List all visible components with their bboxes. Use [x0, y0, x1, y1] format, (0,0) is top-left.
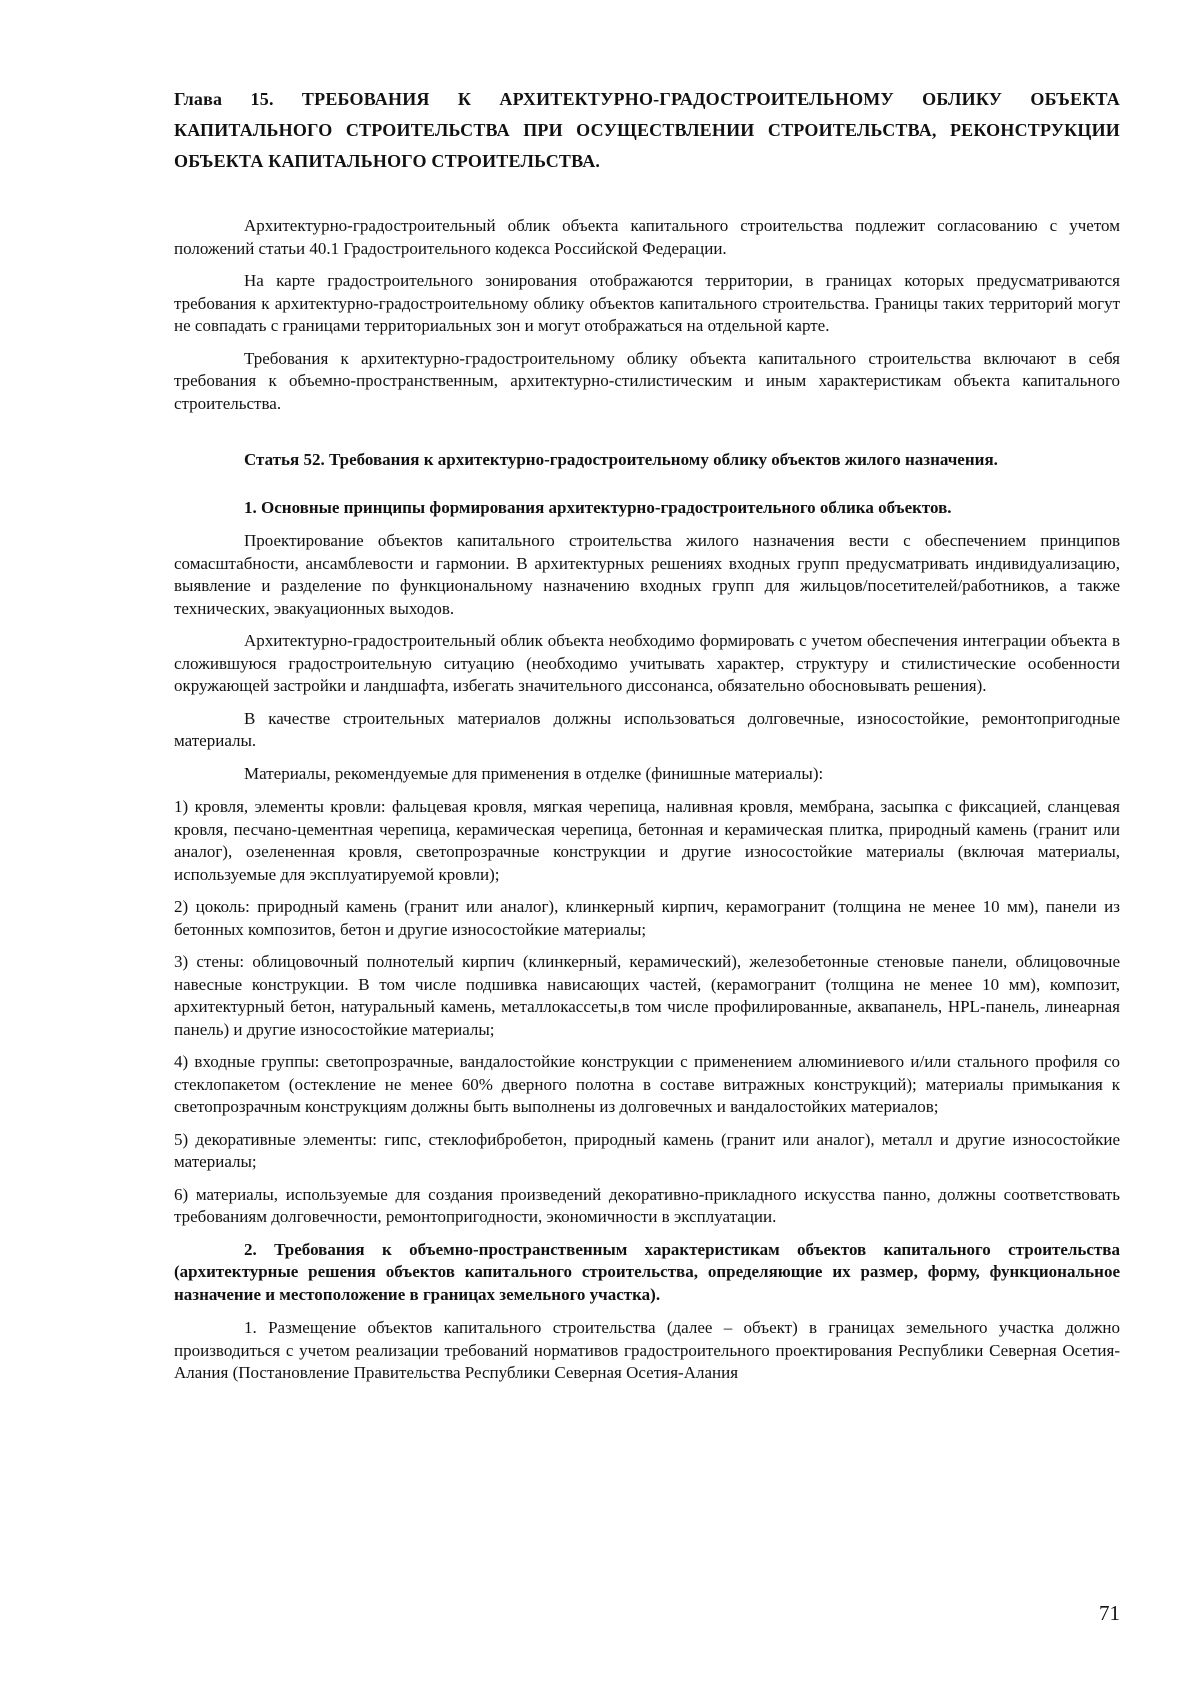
section-1-paragraph-1: Проектирование объектов капитального строительства жилого назначения вести с обеспечением принципов сомасштабности, ансамблевости и гармонии. В архитектурных решениях входных групп предусматривать индивидуализацию, выявление и разделение по функциональному назначению входных групп для жильцов/посетителей/работников, а также технических, эвакуационных выходов. [174, 531, 1120, 618]
section-2-paragraph-1: 1. Размещение объектов капитального строительства (далее – объект) в границах земельного участка должно производиться с учетом реализации требований нормативов градостроительного проектирования Республики Северная Осетия-Алания (Постановление Правительства Республики Северная Осетия-Алания [174, 1318, 1120, 1382]
section-1-title: 1. Основные принципы формирования архитектурно-градостроительного облика объектов. [244, 497, 952, 517]
page-content [174, 84, 1120, 1385]
chapter-title: Глава 15. ТРЕБОВАНИЯ К АРХИТЕКТУРНО-ГРАДОСТРОИТЕЛЬНОМУ ОБЛИКУ ОБЪЕКТА КАПИТАЛЬНОГО СТРОИТЕЛЬСТВА ПРИ ОСУЩЕСТВЛЕНИИ СТРОИТЕЛЬСТВА, РЕКОНСТРУКЦИИ ОБЪЕКТА КАПИТАЛЬНОГО СТРОИТЕЛЬСТВА. [174, 89, 1120, 171]
materials-list-item: 2) цоколь: природный камень (гранит или аналог), клинкерный кирпич, керамогранит (толщина не менее 10 мм), панели из бетонных композитов, бетон и другие износостойкие материалы; [174, 897, 1120, 939]
section-1-paragraph-2: Архитектурно-градостроительный облик объекта необходимо формировать с учетом обеспечения интеграции объекта в сложившуюся градостроительную ситуацию (необходимо учитывать характер, структуру и стилистические особенности окружающей застройки и ландшафта, избегать значительного диссонанса, обязательно обосновывать решения). [174, 631, 1120, 695]
materials-list-item: 4) входные группы: светопрозрачные, вандалостойкие конструкции с применением алюминиевого и/или стального профиля со стеклопакетом (остекление не менее 60% дверного полотна в составе витражных конструкций); материалы примыкания к светопрозрачным конструкциям должны быть выполнены из долговечных и вандалостойких материалов; [174, 1052, 1120, 1116]
section-1-paragraph-4: Материалы, рекомендуемые для применения в отделке (финишные материалы): [244, 763, 824, 783]
materials-list-item: 6) материалы, используемые для создания произведений декоративно-прикладного искусства панно, должны соответствовать требованиям долговечности, ремонтопригодности, экономичности в эксплуатации. [174, 1184, 1120, 1226]
materials-list-item: 5) декоративные элементы: гипс, стеклофибробетон, природный камень (гранит или аналог), металл и другие износостойкие материалы; [174, 1129, 1120, 1171]
page-number: 71 [1099, 1601, 1120, 1625]
intro-paragraph-2: На карте градостроительного зонирования отображаются территории, в границах которых предусматриваются требования к архитектурно-градостроительному облику объектов капитального строительства. Границы таких территорий могут не совпадать с границами территориальных зон и могут отображаться на отдельной карте. [174, 271, 1120, 335]
intro-paragraph-3: Требования к архитектурно-градостроительному облику объекта капитального строительства включают в себя требования к объемно-пространственным, архитектурно-стилистическим и иным характеристикам объекта капитального строительства. [174, 348, 1120, 413]
section-2-title: 2. Требования к объемно-пространственным характеристикам объектов капитального строительства (архитектурные решения объектов капитального строительства, определяющие их размер, форму, функциональное назначение и местоположение в границах земельного участка). [174, 1239, 1120, 1304]
materials-list-item: 3) стены: облицовочный полнотелый кирпич (клинкерный, керамический), железобетонные стеновые панели, облицовочные навесные конструкции. В том числе подшивка нависающих частей, (керамогранит (толщина не менее 10 мм), композит, архитектурный бетон, натуральный камень, металлокассеты,в том числе профилированные, аквапанель, HPL-панель, линеарная панель) и другие износостойкие материалы; [174, 952, 1120, 1039]
materials-list-item: 1) кровля, элементы кровли: фальцевая кровля, мягкая черепица, наливная кровля, мембрана, засыпка с фиксацией, сланцевая кровля, песчано-цементная черепица, керамическая черепица, бетонная и керамическая плитка, природный камень (гранит или аналог), озелененная кровля, светопрозрачные конструкции и другие износостойкие материалы (включая материалы, используемые для эксплуатируемой кровли); [174, 797, 1120, 884]
section-1-paragraph-3: В качестве строительных материалов должны использоваться долговечные, износостойкие, ремонтопригодные материалы. [174, 708, 1120, 750]
article-title: Статья 52. Требования к архитектурно-градостроительному облику объектов жилого назначения. [244, 450, 998, 469]
intro-paragraph-1: Архитектурно-градостроительный облик объекта капитального строительства подлежит согласованию с учетом положений статьи 40.1 Градостроительного кодекса Российской Федерации. [174, 216, 1120, 258]
